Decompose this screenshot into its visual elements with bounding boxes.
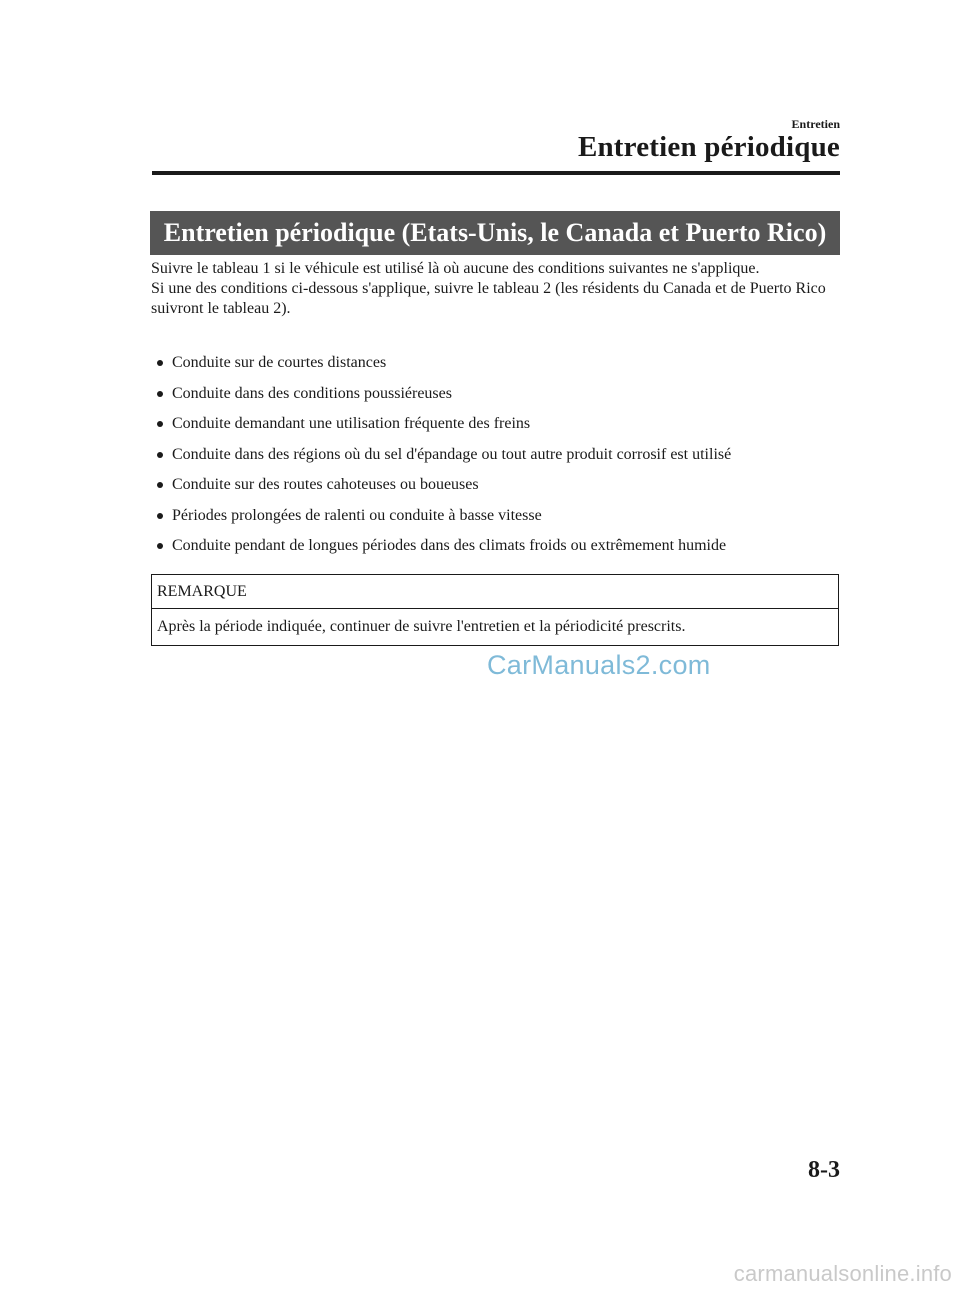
list-item-text: Conduite sur de courtes distances [172,354,387,371]
header-rule [152,171,840,175]
watermark: CarManuals2.com [487,650,711,680]
list-item-text: Conduite demandant une utilisation fréquente des freins [172,415,531,432]
list-item [151,380,841,411]
page-number: 8-3 [808,1157,840,1183]
footer-watermark: carmanualsonline.info [733,1261,952,1286]
bullet-icon [157,391,163,397]
list-item [151,349,841,380]
list-item [151,471,841,502]
list-item [151,441,841,472]
conditions-list [151,349,841,563]
bullet-icon [157,421,163,427]
note-title: REMARQUE [152,575,838,609]
list-item-text: Périodes prolongées de ralenti ou conduite à basse vitesse [172,506,542,524]
bullet-icon [157,482,163,488]
list-item-text: Conduite dans des conditions poussiéreuses [172,384,452,402]
bullet-icon [157,513,163,519]
list-item [151,502,841,533]
list-item-text: Conduite dans des régions où du sel d'épandage ou tout autre produit corrosif est utilisé [172,445,732,463]
note-box [151,574,839,646]
bullet-icon [157,543,163,549]
intro-text [151,259,841,319]
bullet-icon [157,452,163,458]
intro-paragraph-1: Suivre le tableau 1 si le véhicule est utilisé là où aucune des conditions suivantes ne s'applique. [151,260,760,277]
section-title-banner: Entretien périodique (Etats-Unis, le Canada et Puerto Rico) [150,211,840,255]
intro-paragraph-2: Si une des conditions ci-dessous s'applique, suivre le tableau 2 (les résidents du Canada et de Puerto Rico suivront le tableau 2). [151,280,826,317]
list-item-text: Conduite pendant de longues périodes dans des climats froids ou extrêmement humide [172,537,727,554]
page-header-title: Entretien périodique [577,131,840,163]
note-body: Après la période indiquée, continuer de suivre l'entretien et la périodicité prescrits. [157,618,686,635]
bullet-icon [157,360,163,366]
list-item [151,410,841,441]
chapter-label: Entretien [791,117,840,131]
list-item-text: Conduite sur des routes cahoteuses ou boueuses [172,476,479,493]
list-item [151,532,841,563]
